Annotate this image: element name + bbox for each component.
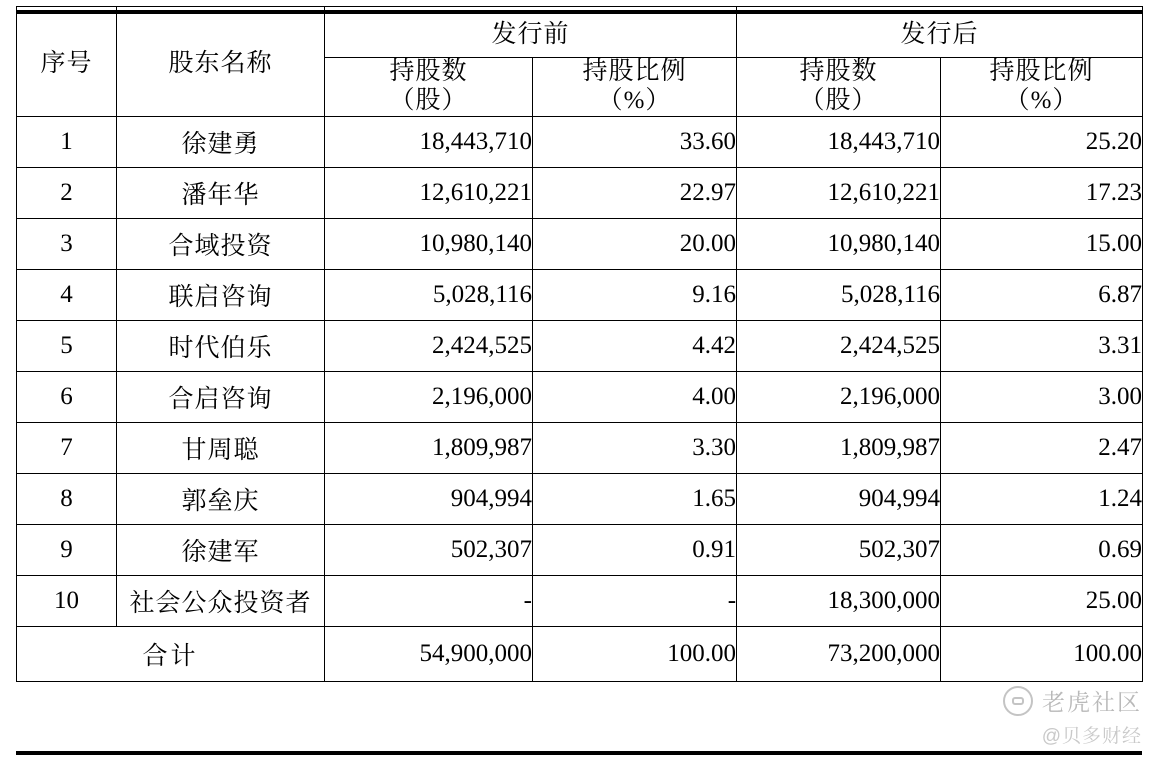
cell-before-ratio: 4.42 — [533, 320, 737, 371]
cell-before-shares: 502,307 — [325, 524, 533, 575]
column-header-after-shares — [737, 58, 941, 117]
column-group-before-issue: 发行前 — [325, 7, 737, 58]
cell-after-shares: 18,300,000 — [737, 575, 941, 626]
table-row — [17, 116, 1143, 167]
cell-after-ratio: 3.00 — [941, 371, 1143, 422]
cell-before-shares: 5,028,116 — [325, 269, 533, 320]
table-row — [17, 167, 1143, 218]
cell-after-shares: 2,424,525 — [737, 320, 941, 371]
after-ratio-line2: （%） — [1004, 86, 1079, 114]
cell-index: 2 — [17, 167, 117, 218]
table-row — [17, 320, 1143, 371]
cell-index: 7 — [17, 422, 117, 473]
cell-total-before-ratio: 100.00 — [533, 626, 737, 681]
cell-index: 1 — [17, 116, 117, 167]
cell-name: 潘年华 — [117, 167, 325, 218]
cell-index: 10 — [17, 575, 117, 626]
cell-index: 3 — [17, 218, 117, 269]
cell-name: 合域投资 — [117, 218, 325, 269]
cell-before-shares: - — [325, 575, 533, 626]
cell-after-shares: 502,307 — [737, 524, 941, 575]
watermark-handle: @贝多财经 — [1041, 726, 1142, 747]
cell-before-ratio: - — [533, 575, 737, 626]
column-header-name: 股东名称 — [117, 7, 325, 117]
column-header-before-ratio — [533, 58, 737, 117]
cell-name: 时代伯乐 — [117, 320, 325, 371]
cell-name: 联启咨询 — [117, 269, 325, 320]
before-shares-line2: （股） — [389, 86, 468, 114]
cell-name: 社会公众投资者 — [117, 575, 325, 626]
watermark-brand-row — [1003, 684, 1142, 717]
table-total-row — [17, 626, 1143, 681]
cell-before-ratio: 33.60 — [533, 116, 737, 167]
cell-after-ratio: 17.23 — [941, 167, 1143, 218]
cell-after-shares: 2,196,000 — [737, 371, 941, 422]
cell-after-shares: 904,994 — [737, 473, 941, 524]
cell-index: 4 — [17, 269, 117, 320]
cell-after-shares: 1,809,987 — [737, 422, 941, 473]
cell-total-before-shares: 54,900,000 — [325, 626, 533, 681]
cell-index: 5 — [17, 320, 117, 371]
cell-before-shares: 2,424,525 — [325, 320, 533, 371]
column-header-index: 序号 — [17, 7, 117, 117]
cell-after-ratio: 2.47 — [941, 422, 1143, 473]
cell-before-ratio: 22.97 — [533, 167, 737, 218]
cell-after-ratio: 15.00 — [941, 218, 1143, 269]
cell-before-ratio: 4.00 — [533, 371, 737, 422]
cell-after-shares: 10,980,140 — [737, 218, 941, 269]
cell-name: 徐建勇 — [117, 116, 325, 167]
column-header-after-ratio — [941, 58, 1143, 117]
table-bottom-rule — [16, 751, 1142, 755]
watermark-brand-label: 老虎社区 — [1042, 689, 1142, 715]
cell-before-ratio: 20.00 — [533, 218, 737, 269]
cell-after-shares: 5,028,116 — [737, 269, 941, 320]
cell-name: 徐建军 — [117, 524, 325, 575]
cell-total-label: 合计 — [17, 626, 325, 681]
cell-before-ratio: 3.30 — [533, 422, 737, 473]
table-row — [17, 371, 1143, 422]
cell-before-shares: 1,809,987 — [325, 422, 533, 473]
table-top-rule — [16, 10, 1142, 14]
table-header — [17, 7, 1143, 117]
cell-after-ratio: 6.87 — [941, 269, 1143, 320]
cell-total-after-shares: 73,200,000 — [737, 626, 941, 681]
tiger-logo-icon — [1003, 686, 1033, 716]
cell-after-shares: 18,443,710 — [737, 116, 941, 167]
header-row-group — [17, 7, 1143, 58]
after-shares-line2: （股） — [799, 86, 878, 114]
before-ratio-line2: （%） — [597, 86, 672, 114]
after-ratio-line1: 持股比例 — [989, 58, 1094, 85]
table-row — [17, 269, 1143, 320]
cell-before-shares: 2,196,000 — [325, 371, 533, 422]
cell-index: 9 — [17, 524, 117, 575]
cell-before-ratio: 0.91 — [533, 524, 737, 575]
cell-before-shares: 904,994 — [325, 473, 533, 524]
cell-total-after-ratio: 100.00 — [941, 626, 1143, 681]
table-row — [17, 473, 1143, 524]
cell-before-shares: 12,610,221 — [325, 167, 533, 218]
cell-after-ratio: 25.00 — [941, 575, 1143, 626]
cell-after-shares: 12,610,221 — [737, 167, 941, 218]
before-ratio-line1: 持股比例 — [582, 58, 687, 85]
cell-after-ratio: 25.20 — [941, 116, 1143, 167]
cell-before-ratio: 1.65 — [533, 473, 737, 524]
table-row — [17, 524, 1143, 575]
column-header-before-shares — [325, 58, 533, 117]
document-page — [0, 6, 1158, 766]
before-shares-line1: 持股数 — [389, 58, 468, 85]
cell-before-shares: 10,980,140 — [325, 218, 533, 269]
cell-name: 甘周聪 — [117, 422, 325, 473]
table-row — [17, 422, 1143, 473]
watermark — [1003, 684, 1142, 748]
table-row — [17, 575, 1143, 626]
table-row — [17, 218, 1143, 269]
cell-name: 合启咨询 — [117, 371, 325, 422]
cell-index: 8 — [17, 473, 117, 524]
after-shares-line1: 持股数 — [799, 58, 878, 85]
cell-before-ratio: 9.16 — [533, 269, 737, 320]
cell-after-ratio: 1.24 — [941, 473, 1143, 524]
table-body — [17, 116, 1143, 681]
cell-before-shares: 18,443,710 — [325, 116, 533, 167]
column-group-after-issue: 发行后 — [737, 7, 1143, 58]
cell-index: 6 — [17, 371, 117, 422]
shareholding-table — [16, 6, 1143, 682]
cell-name: 郭垒庆 — [117, 473, 325, 524]
cell-after-ratio: 3.31 — [941, 320, 1143, 371]
cell-after-ratio: 0.69 — [941, 524, 1143, 575]
